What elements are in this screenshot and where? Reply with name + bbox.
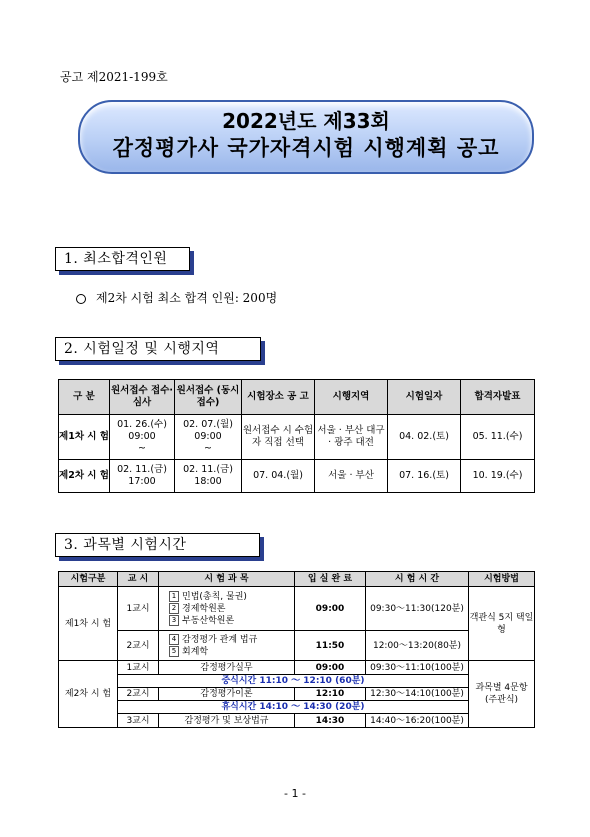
receipt-simultaneous-cell <box>175 460 242 493</box>
header-period: 교 시 <box>118 572 159 587</box>
cell-text: 18:00 <box>194 476 222 487</box>
number-box-icon: 2 <box>169 603 179 614</box>
subject-name: 경제학원론 <box>182 603 226 614</box>
receipt-simultaneous-cell <box>175 415 242 460</box>
exam-date-cell: 07. 16.(토) <box>388 460 461 493</box>
subject-name: 감정평가 관계 법규 <box>182 634 258 645</box>
subject-name: 민법(총칙, 물권) <box>182 591 247 602</box>
entry-cell: 14:30 <box>295 714 366 728</box>
second-period-2-row <box>59 688 535 701</box>
subject-item <box>169 646 294 658</box>
header-category: 구 분 <box>59 380 110 415</box>
cell-text: ~ <box>138 443 146 454</box>
title-banner <box>78 100 534 174</box>
cell-text: 02. 07.(월) 09:00 <box>183 419 233 442</box>
subject-time-table <box>58 571 535 728</box>
header-result-date: 합격자발표 <box>461 380 535 415</box>
rest-break: 휴식시간 14:10 ～ 14:30 (20분) <box>118 701 469 714</box>
header-exam-date: 시험일자 <box>388 380 461 415</box>
circle-bullet-icon <box>76 294 86 304</box>
number-box-icon: 5 <box>169 646 179 657</box>
time-cell: 12:30～14:10(100분) <box>366 688 469 701</box>
exam-date-cell: 04. 02.(토) <box>388 415 461 460</box>
header-entry: 입 실 완 료 <box>295 572 366 587</box>
subject-name: 회계학 <box>182 646 209 657</box>
section-1-heading: 1. 최소합격인원 <box>55 247 190 271</box>
number-box-icon: 4 <box>169 634 179 645</box>
number-box-icon: 1 <box>169 591 179 602</box>
header-venue-notice: 시험장소 공 고 <box>242 380 315 415</box>
cell-text: 17:00 <box>128 476 156 487</box>
rest-break-row <box>59 701 535 714</box>
schedule-row-first <box>59 415 535 460</box>
first-period-1-row <box>59 587 535 631</box>
subject-cell: 감정평가 및 보상법규 <box>159 714 295 728</box>
subject-item <box>169 591 294 603</box>
header-exam-time: 시 험 시 간 <box>366 572 469 587</box>
title-line-1: 2022년도 제33회 <box>222 109 390 133</box>
period-cell: 1교시 <box>118 587 159 631</box>
result-date-cell: 10. 19.(수) <box>461 460 535 493</box>
subject-item <box>169 634 294 646</box>
period-cell: 1교시 <box>118 661 159 675</box>
section-2-heading: 2. 시험일정 및 시행지역 <box>55 337 261 361</box>
header-receipt-review: 원서접수 접수·심사 <box>110 380 175 415</box>
first-period-2-row <box>59 631 535 661</box>
region-cell: 서울 · 부산 대구 · 광주 대전 <box>315 415 388 460</box>
cell-text: ~ <box>204 443 212 454</box>
first-exam-method: 객관식 5지 택일형 <box>469 587 535 661</box>
lunch-break-row <box>59 675 535 688</box>
cell-text: 02. 11.(금) <box>183 464 233 475</box>
time-cell: 12:00～13:20(80분) <box>366 631 469 661</box>
entry-cell: 12:10 <box>295 688 366 701</box>
row-label: 제1차 시 험 <box>59 415 110 460</box>
min-pass-bullet <box>76 289 277 306</box>
venue-cell: 원서접수 시 수험자 직접 선택 <box>242 415 315 460</box>
subject-item <box>169 603 294 615</box>
row-label: 제2차 시 험 <box>59 460 110 493</box>
notice-number: 공고 제2021-199호 <box>60 70 168 84</box>
subject-cell: 감정평가이론 <box>159 688 295 701</box>
subject-name: 부동산학원론 <box>182 615 235 626</box>
subject-header-row <box>59 572 535 587</box>
lunch-break: 중식시간 11:10 ～ 12:10 (60분) <box>118 675 469 688</box>
time-cell: 14:40～16:20(100분) <box>366 714 469 728</box>
cell-text: 01. 26.(수) 09:00 <box>117 419 167 442</box>
second-period-1-row <box>59 661 535 675</box>
header-method: 시험방법 <box>469 572 535 587</box>
header-exam-type: 시험구분 <box>59 572 118 587</box>
schedule-row-second <box>59 460 535 493</box>
first-exam-label: 제1차 시 험 <box>59 587 118 661</box>
receipt-review-cell <box>110 460 175 493</box>
cell-text: 02. 11.(금) <box>117 464 167 475</box>
header-region: 시행지역 <box>315 380 388 415</box>
subject-item <box>169 615 294 627</box>
subject-list <box>159 631 295 661</box>
min-pass-text: 제2차 시험 최소 합격 인원: 200명 <box>96 291 278 305</box>
section-3-heading: 3. 과목별 시험시간 <box>55 533 260 557</box>
number-box-icon: 3 <box>169 615 179 626</box>
entry-cell: 09:00 <box>295 587 366 631</box>
second-period-3-row <box>59 714 535 728</box>
header-receipt-simultaneous: 원서접수 (동시접수) <box>175 380 242 415</box>
result-date-cell: 05. 11.(수) <box>461 415 535 460</box>
venue-cell: 07. 04.(월) <box>242 460 315 493</box>
second-exam-method: 과목별 4문항 (주관식) <box>469 661 535 728</box>
time-cell: 09:30～11:30(120분) <box>366 587 469 631</box>
receipt-review-cell <box>110 415 175 460</box>
subject-cell: 감정평가실무 <box>159 661 295 675</box>
page-number: - 1 - <box>284 787 306 800</box>
entry-cell: 09:00 <box>295 661 366 675</box>
subject-list <box>159 587 295 631</box>
header-subject: 시 험 과 목 <box>159 572 295 587</box>
region-cell: 서울 · 부산 <box>315 460 388 493</box>
entry-cell: 11:50 <box>295 631 366 661</box>
title-line-2: 감정평가사 국가자격시험 시행계획 공고 <box>112 136 500 160</box>
time-cell: 09:30～11:10(100분) <box>366 661 469 675</box>
schedule-header-row <box>59 380 535 415</box>
schedule-table <box>58 379 535 493</box>
period-cell: 2교시 <box>118 688 159 701</box>
second-exam-label: 제2차 시 험 <box>59 661 118 728</box>
period-cell: 2교시 <box>118 631 159 661</box>
period-cell: 3교시 <box>118 714 159 728</box>
